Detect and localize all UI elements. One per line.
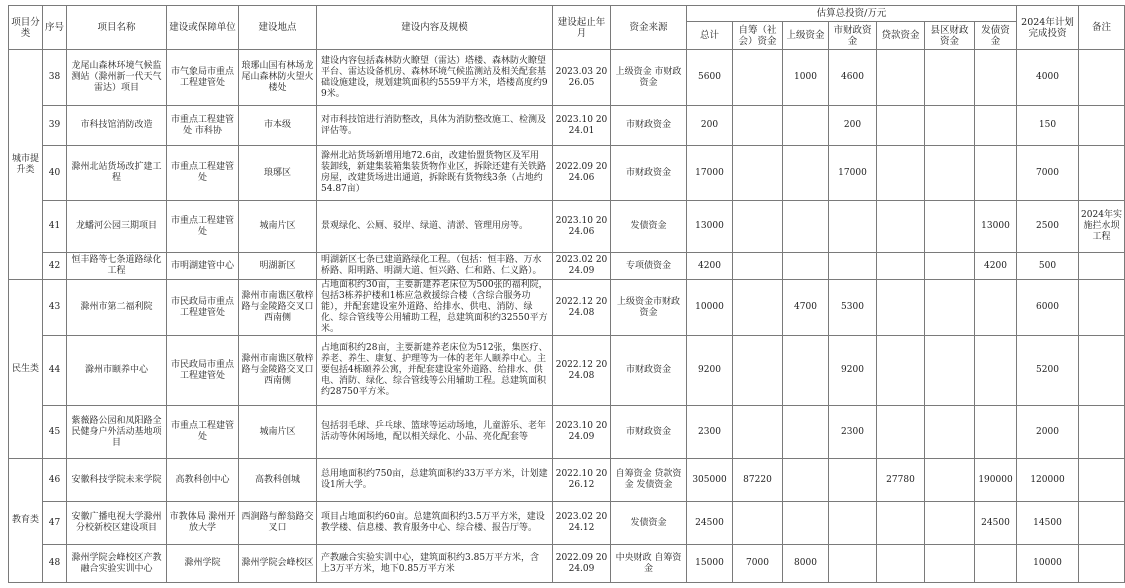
cell-bond bbox=[975, 280, 1017, 336]
cell-loan: 27780 bbox=[877, 459, 925, 502]
cell-name: 龙尾山森林环境气候监测站（滁州新一代天气雷达）项目 bbox=[67, 50, 167, 106]
cell-self-raised bbox=[733, 253, 783, 280]
cell-no: 44 bbox=[43, 336, 67, 406]
cell-superior bbox=[783, 502, 829, 545]
cell-period: 2022.12 2024.08 bbox=[553, 336, 611, 406]
table-row bbox=[9, 406, 1125, 459]
cell-bond: 13000 bbox=[975, 201, 1017, 253]
header-note: 备注 bbox=[1079, 6, 1125, 50]
cell-superior bbox=[783, 201, 829, 253]
cell-no: 47 bbox=[43, 502, 67, 545]
cell-name: 滁州学院会峰校区产教融合实验实训中心 bbox=[67, 545, 167, 583]
cell-fund-source: 市财政资金 bbox=[611, 106, 687, 146]
cell-period: 2022.09 2024.06 bbox=[553, 146, 611, 201]
cell-self-raised bbox=[733, 336, 783, 406]
cell-total: 5600 bbox=[687, 50, 733, 106]
cell-note: 2024年实施拦水坝工程 bbox=[1079, 201, 1125, 253]
cell-fund-source: 上级资金 市财政资金 bbox=[611, 50, 687, 106]
header-total: 总计 bbox=[687, 22, 733, 50]
cell-unit: 市教体局 滁州开放大学 bbox=[167, 502, 239, 545]
cell-county-finance bbox=[925, 50, 975, 106]
cell-county-finance bbox=[925, 336, 975, 406]
cell-city-finance: 9200 bbox=[829, 336, 877, 406]
cell-self-raised bbox=[733, 146, 783, 201]
cell-location: 市本级 bbox=[239, 106, 317, 146]
header-fund-source: 资金来源 bbox=[611, 6, 687, 50]
project-table bbox=[8, 5, 1125, 583]
cell-fund-source: 中央财政 自筹资金 bbox=[611, 545, 687, 583]
cell-location: 城南片区 bbox=[239, 406, 317, 459]
cell-content: 包括羽毛球、乒乓球、篮球等运动场地，儿童游乐、老年活动等休闲场地，配以相关绿化、小品、亮化配套等 bbox=[317, 406, 553, 459]
table-row bbox=[9, 336, 1125, 406]
cell-unit: 市重点工程建管处 bbox=[167, 146, 239, 201]
cell-total: 10000 bbox=[687, 280, 733, 336]
cell-city-finance bbox=[829, 502, 877, 545]
cell-period: 2023.10 2024.06 bbox=[553, 201, 611, 253]
table-row bbox=[9, 146, 1125, 201]
cell-content: 产教融合实验实训中心，建筑面积约3.85万平方米，含上3万平方米，地下0.85万平方米 bbox=[317, 545, 553, 583]
header-no: 序号 bbox=[43, 6, 67, 50]
cell-plan-2024: 500 bbox=[1017, 253, 1079, 280]
cell-total: 15000 bbox=[687, 545, 733, 583]
cell-no: 41 bbox=[43, 201, 67, 253]
header-category: 项目分类 bbox=[9, 6, 43, 50]
cell-bond bbox=[975, 545, 1017, 583]
cell-location: 滁州市南谯区敬梓路与金陵路交叉口西南侧 bbox=[239, 336, 317, 406]
cell-county-finance bbox=[925, 280, 975, 336]
cell-content: 景观绿化、公厕、驳岸、绿道、清淤、管理用房等。 bbox=[317, 201, 553, 253]
cell-location: 琅琊区 bbox=[239, 146, 317, 201]
cell-note bbox=[1079, 253, 1125, 280]
cell-location: 城南片区 bbox=[239, 201, 317, 253]
cell-location: 高教科创城 bbox=[239, 459, 317, 502]
header-row-1 bbox=[9, 6, 1125, 22]
cell-unit: 市气象局市重点工程建管处 bbox=[167, 50, 239, 106]
cell-loan bbox=[877, 406, 925, 459]
cell-period: 2023.03 2026.05 bbox=[553, 50, 611, 106]
cell-period: 2023.10 2024.09 bbox=[553, 406, 611, 459]
cell-loan bbox=[877, 545, 925, 583]
cell-content: 对市科技馆进行消防整改，具体为消防整改施工、检测及评估等。 bbox=[317, 106, 553, 146]
cell-unit: 市明湖建管中心 bbox=[167, 253, 239, 280]
cell-no: 39 bbox=[43, 106, 67, 146]
cell-county-finance bbox=[925, 502, 975, 545]
cell-location: 滁州市南谯区敬梓路与金陵路交叉口西南侧 bbox=[239, 280, 317, 336]
cell-unit: 市民政局市重点工程建管处 bbox=[167, 280, 239, 336]
cell-plan-2024: 7000 bbox=[1017, 146, 1079, 201]
cell-county-finance bbox=[925, 545, 975, 583]
header-name: 项目名称 bbox=[67, 6, 167, 50]
cell-no: 48 bbox=[43, 545, 67, 583]
cell-no: 43 bbox=[43, 280, 67, 336]
cell-name: 安徽科技学院未来学院 bbox=[67, 459, 167, 502]
cell-loan bbox=[877, 336, 925, 406]
cell-city-finance: 200 bbox=[829, 106, 877, 146]
cell-city-finance: 5300 bbox=[829, 280, 877, 336]
table-row bbox=[9, 50, 1125, 106]
table-row bbox=[9, 502, 1125, 545]
table-row bbox=[9, 545, 1125, 583]
cell-bond bbox=[975, 146, 1017, 201]
cell-total: 2300 bbox=[687, 406, 733, 459]
cell-total: 305000 bbox=[687, 459, 733, 502]
cell-self-raised bbox=[733, 280, 783, 336]
cell-self-raised bbox=[733, 406, 783, 459]
header-self-raised: 自筹（社会）资金 bbox=[733, 22, 783, 50]
cell-period: 2023.10 2024.01 bbox=[553, 106, 611, 146]
category-cell: 教育类 bbox=[9, 459, 43, 583]
cell-name: 市科技馆消防改造 bbox=[67, 106, 167, 146]
cell-content: 占地面积约30亩，主要新建养老床位为500张的福利院，包括3栋养护楼和1栋应急救援综合楼（含综合服务功能），并配套建设室外道路、给排水、供电、消防、绿化、综合管线等公用辅助工程，总建筑面积约32550平方米。 bbox=[317, 280, 553, 336]
cell-total: 24500 bbox=[687, 502, 733, 545]
cell-total: 200 bbox=[687, 106, 733, 146]
cell-period: 2022.12 2024.08 bbox=[553, 280, 611, 336]
cell-unit: 市民政局市重点工程建管处 bbox=[167, 336, 239, 406]
cell-note bbox=[1079, 406, 1125, 459]
cell-plan-2024: 5200 bbox=[1017, 336, 1079, 406]
cell-fund-source: 市财政资金 bbox=[611, 336, 687, 406]
cell-location: 明湖新区 bbox=[239, 253, 317, 280]
cell-plan-2024: 14500 bbox=[1017, 502, 1079, 545]
cell-period: 2023.02 2024.09 bbox=[553, 253, 611, 280]
cell-name: 龙蟠河公园三期项目 bbox=[67, 201, 167, 253]
cell-note bbox=[1079, 106, 1125, 146]
cell-bond bbox=[975, 106, 1017, 146]
cell-bond: 4200 bbox=[975, 253, 1017, 280]
cell-county-finance bbox=[925, 406, 975, 459]
cell-fund-source: 市财政资金 bbox=[611, 146, 687, 201]
cell-superior: 4700 bbox=[783, 280, 829, 336]
cell-bond: 190000 bbox=[975, 459, 1017, 502]
cell-plan-2024: 2500 bbox=[1017, 201, 1079, 253]
cell-superior: 8000 bbox=[783, 545, 829, 583]
header-county-finance: 县区财政资金 bbox=[925, 22, 975, 50]
cell-location: 滁州学院会峰校区 bbox=[239, 545, 317, 583]
table-row bbox=[9, 459, 1125, 502]
category-cell: 民生类 bbox=[9, 280, 43, 459]
cell-no: 38 bbox=[43, 50, 67, 106]
cell-county-finance bbox=[925, 201, 975, 253]
cell-note bbox=[1079, 545, 1125, 583]
cell-no: 40 bbox=[43, 146, 67, 201]
cell-unit: 滁州学院 bbox=[167, 545, 239, 583]
table-row bbox=[9, 201, 1125, 253]
cell-self-raised bbox=[733, 502, 783, 545]
cell-period: 2023.02 2024.12 bbox=[553, 502, 611, 545]
cell-no: 45 bbox=[43, 406, 67, 459]
header-investment-group: 估算总投资/万元 bbox=[687, 6, 1017, 22]
cell-content: 滁州北站货场新增用地72.6亩，改建怡盟货物区及军用装卸线，新建集装箱集装货物作业区，拆除还建有关铁路房屋，改建货场进出通道，拆除既有货物线3条（占地约54.87亩） bbox=[317, 146, 553, 201]
cell-unit: 高教科创中心 bbox=[167, 459, 239, 502]
cell-period: 2022.10 2026.12 bbox=[553, 459, 611, 502]
cell-county-finance bbox=[925, 146, 975, 201]
table-row bbox=[9, 253, 1125, 280]
cell-period: 2022.09 2024.09 bbox=[553, 545, 611, 583]
cell-name: 滁州北站货场改扩建工程 bbox=[67, 146, 167, 201]
cell-city-finance: 2300 bbox=[829, 406, 877, 459]
cell-note bbox=[1079, 459, 1125, 502]
header-location: 建设地点 bbox=[239, 6, 317, 50]
cell-location: 西涧路与醉翁路交叉口 bbox=[239, 502, 317, 545]
cell-loan bbox=[877, 50, 925, 106]
cell-fund-source: 发债资金 bbox=[611, 201, 687, 253]
cell-loan bbox=[877, 280, 925, 336]
cell-location: 琅琊山国有林场龙尾山森林防火望火楼处 bbox=[239, 50, 317, 106]
cell-note bbox=[1079, 50, 1125, 106]
cell-city-finance bbox=[829, 545, 877, 583]
header-bond: 发债资金 bbox=[975, 22, 1017, 50]
cell-superior bbox=[783, 406, 829, 459]
cell-fund-source: 发债资金 bbox=[611, 502, 687, 545]
cell-fund-source: 自筹资金 贷款资金 发债资金 bbox=[611, 459, 687, 502]
cell-self-raised: 87220 bbox=[733, 459, 783, 502]
cell-plan-2024: 4000 bbox=[1017, 50, 1079, 106]
header-content: 建设内容及规模 bbox=[317, 6, 553, 50]
cell-bond bbox=[975, 406, 1017, 459]
cell-name: 滁州市颐养中心 bbox=[67, 336, 167, 406]
cell-city-finance bbox=[829, 459, 877, 502]
cell-bond: 24500 bbox=[975, 502, 1017, 545]
category-cell: 城市提升类 bbox=[9, 50, 43, 280]
cell-superior bbox=[783, 106, 829, 146]
project-table-wrapper bbox=[8, 5, 1122, 583]
cell-superior bbox=[783, 459, 829, 502]
cell-superior bbox=[783, 253, 829, 280]
cell-content: 建设内容包括森林防火瞭望（雷达）塔楼、森林防火瞭望平台、雷达设备机房、森林环境气候监测站及相关配套基础设施建设，规划建筑面积约5559平方米，塔楼高度约99米。 bbox=[317, 50, 553, 106]
cell-loan bbox=[877, 201, 925, 253]
cell-unit: 市重点工程建管处 市科协 bbox=[167, 106, 239, 146]
cell-county-finance bbox=[925, 459, 975, 502]
cell-plan-2024: 6000 bbox=[1017, 280, 1079, 336]
cell-plan-2024: 2000 bbox=[1017, 406, 1079, 459]
cell-superior: 1000 bbox=[783, 50, 829, 106]
cell-fund-source: 专项债资金 bbox=[611, 253, 687, 280]
cell-no: 46 bbox=[43, 459, 67, 502]
cell-superior bbox=[783, 336, 829, 406]
cell-self-raised bbox=[733, 50, 783, 106]
header-superior: 上级资金 bbox=[783, 22, 829, 50]
cell-bond bbox=[975, 336, 1017, 406]
cell-name: 滁州市第二福利院 bbox=[67, 280, 167, 336]
cell-plan-2024: 150 bbox=[1017, 106, 1079, 146]
cell-loan bbox=[877, 502, 925, 545]
cell-county-finance bbox=[925, 253, 975, 280]
cell-content: 总用地面积约750亩，总建筑面积约33万平方米，计划建设1所大学。 bbox=[317, 459, 553, 502]
header-plan-2024: 2024年计划完成投资 bbox=[1017, 6, 1079, 50]
cell-content: 项目占地面积约60亩。总建筑面积约3.5万平方米，建设教学楼、信息楼、教育服务中心、综合楼、报告厅等。 bbox=[317, 502, 553, 545]
header-loan: 贷款资金 bbox=[877, 22, 925, 50]
cell-loan bbox=[877, 253, 925, 280]
cell-county-finance bbox=[925, 106, 975, 146]
cell-plan-2024: 10000 bbox=[1017, 545, 1079, 583]
cell-loan bbox=[877, 106, 925, 146]
cell-note bbox=[1079, 280, 1125, 336]
cell-unit: 市重点工程建管处 bbox=[167, 201, 239, 253]
header-period: 建设起止年月 bbox=[553, 6, 611, 50]
cell-city-finance bbox=[829, 201, 877, 253]
cell-city-finance: 4600 bbox=[829, 50, 877, 106]
cell-total: 13000 bbox=[687, 201, 733, 253]
cell-unit: 市重点工程建管处 bbox=[167, 406, 239, 459]
cell-self-raised: 7000 bbox=[733, 545, 783, 583]
header-city-finance: 市财政资金 bbox=[829, 22, 877, 50]
cell-no: 42 bbox=[43, 253, 67, 280]
cell-city-finance: 17000 bbox=[829, 146, 877, 201]
cell-self-raised bbox=[733, 201, 783, 253]
cell-fund-source: 市财政资金 bbox=[611, 406, 687, 459]
cell-content: 占地面积约28亩，主要新建养老床位为512张，集医疗、养老、养生、康复、护理等为一体的老年人颐养中心。主要包括4栋颐养公寓，并配套建设室外道路、给排水、供电、消防、绿化、综合管线等公用辅助工程。总建筑面积约28750平方米。 bbox=[317, 336, 553, 406]
cell-self-raised bbox=[733, 106, 783, 146]
cell-total: 9200 bbox=[687, 336, 733, 406]
cell-bond bbox=[975, 50, 1017, 106]
cell-name: 安徽广播电视大学滁州分校新校区建设项目 bbox=[67, 502, 167, 545]
cell-loan bbox=[877, 146, 925, 201]
cell-superior bbox=[783, 146, 829, 201]
cell-plan-2024: 120000 bbox=[1017, 459, 1079, 502]
cell-content: 明湖新区七条已建道路绿化工程。（包括：恒丰路、万水桥路、阳明路、明湖大道、恒兴路、仁和路、仁义路）。 bbox=[317, 253, 553, 280]
cell-fund-source: 上级资金市财政资金 bbox=[611, 280, 687, 336]
header-unit: 建设或保障单位 bbox=[167, 6, 239, 50]
cell-note bbox=[1079, 146, 1125, 201]
cell-total: 4200 bbox=[687, 253, 733, 280]
cell-note bbox=[1079, 502, 1125, 545]
table-row bbox=[9, 106, 1125, 146]
cell-name: 恒丰路等七条道路绿化工程 bbox=[67, 253, 167, 280]
cell-city-finance bbox=[829, 253, 877, 280]
cell-name: 紫薇路公园和凤阳路全民健身户外活动基地项目 bbox=[67, 406, 167, 459]
cell-note bbox=[1079, 336, 1125, 406]
table-row bbox=[9, 280, 1125, 336]
cell-total: 17000 bbox=[687, 146, 733, 201]
